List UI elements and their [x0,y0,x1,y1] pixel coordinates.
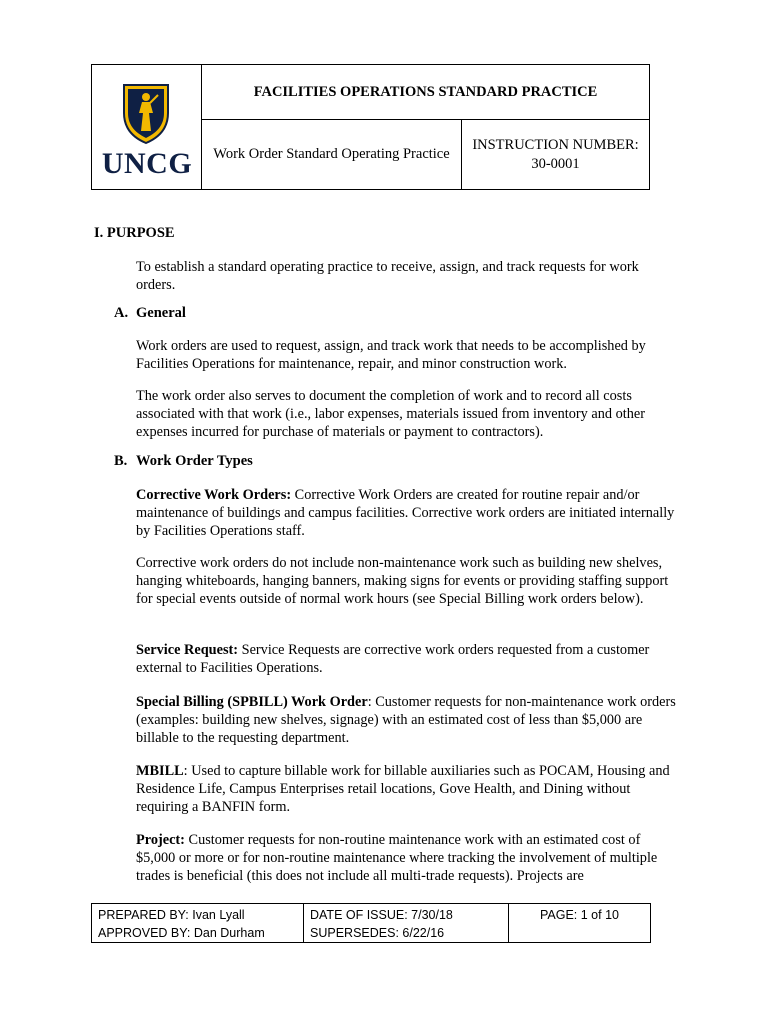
types-title: Work Order Types [136,453,253,469]
mbill-label: MBILL [136,763,184,779]
document-title: FACILITIES OPERATIONS STANDARD PRACTICE [202,65,649,120]
general-title: General [136,305,186,321]
uncg-shield-logo [122,83,170,145]
footer-page-cell [509,904,650,942]
corrective-paragraph [136,486,676,541]
practice-name: Work Order Standard Operating Practice [202,120,462,189]
header-table [91,64,650,190]
approved-by: APPROVED BY: Dan Durham [98,926,265,940]
supersedes: SUPERSEDES: 6/22/16 [310,926,445,940]
uncg-logo-text: UNCG [101,147,193,180]
project-label: Project: [136,832,185,848]
date-of-issue: DATE OF ISSUE: 7/30/18 [310,908,453,922]
spbill-paragraph [136,693,676,748]
general-heading [114,304,186,322]
types-letter: B. [114,453,128,469]
prepared-by: PREPARED BY: Ivan Lyall [98,908,245,922]
mbill-text: : Used to capture billable work for billable auxiliaries such as POCAM, Housing and Residence Life, Campus Enterprises retail locations, Gove Health, and Dining without requiring a BANFIN form. [136,763,670,816]
purpose-text: To establish a standard operating practice to receive, assign, and track requests for work orders. [136,259,639,294]
mbill-paragraph [136,762,676,817]
instruction-number-cell [462,120,649,189]
types-heading [114,452,253,470]
service-text: Service Requests are corrective work orders requested from a customer external to Facilities Operations. [136,642,650,677]
instruction-label: INSTRUCTION NUMBER: [472,136,639,153]
project-paragraph [136,831,676,886]
corrective-text: Corrective Work Orders are created for routine repair and/or maintenance of buildings and campus facilities. Corrective work orders are initiated internally by Facilities Operations staff. [136,487,675,540]
service-label: Service Request: [136,642,239,658]
spbill-text: : Customer requests for non-maintenance work orders (examples: building new shelves, signage) with an estimated cost of less than $5,000 are billable to the requesting department. [136,694,676,747]
general-letter: A. [114,305,129,321]
page-number: PAGE: 1 of 10 [540,908,619,922]
footer-prepared-cell [92,904,304,942]
general-paragraph-1: Work orders are used to request, assign, and track work that needs to be accomplished by Facilities Operations for maintenance, repair, and minor construction work. [136,338,646,373]
general-paragraph-2: The work order also serves to document the completion of work and to record all costs associated with that work (i.e., labor expenses, materials issued from inventory and other expenses incurred for purchase of materials or payment to contractors). [136,388,645,441]
purpose-heading: I. PURPOSE [94,225,175,241]
corrective-paragraph-2: Corrective work orders do not include non-maintenance work such as building new shelves, hanging whiteboards, hanging banners, making signs for events or providing staffing support for special events outside of normal work hours (see Special Billing work orders below). [136,555,669,608]
project-text: Customer requests for non-routine maintenance work with an estimated cost of $5,000 or more or for non-routine maintenance where tracking the involvement of multiple trades is beneficial (this does not include all multi-trade requests). Projects are [136,832,658,885]
logo-cell [92,65,202,189]
footer-table [91,903,651,943]
service-request-paragraph [136,641,676,677]
spbill-label: Special Billing (SPBILL) Work Order [136,694,368,710]
corrective-label: Corrective Work Orders: [136,487,292,503]
footer-date-cell [304,904,509,942]
instruction-number: 30-0001 [531,155,580,172]
